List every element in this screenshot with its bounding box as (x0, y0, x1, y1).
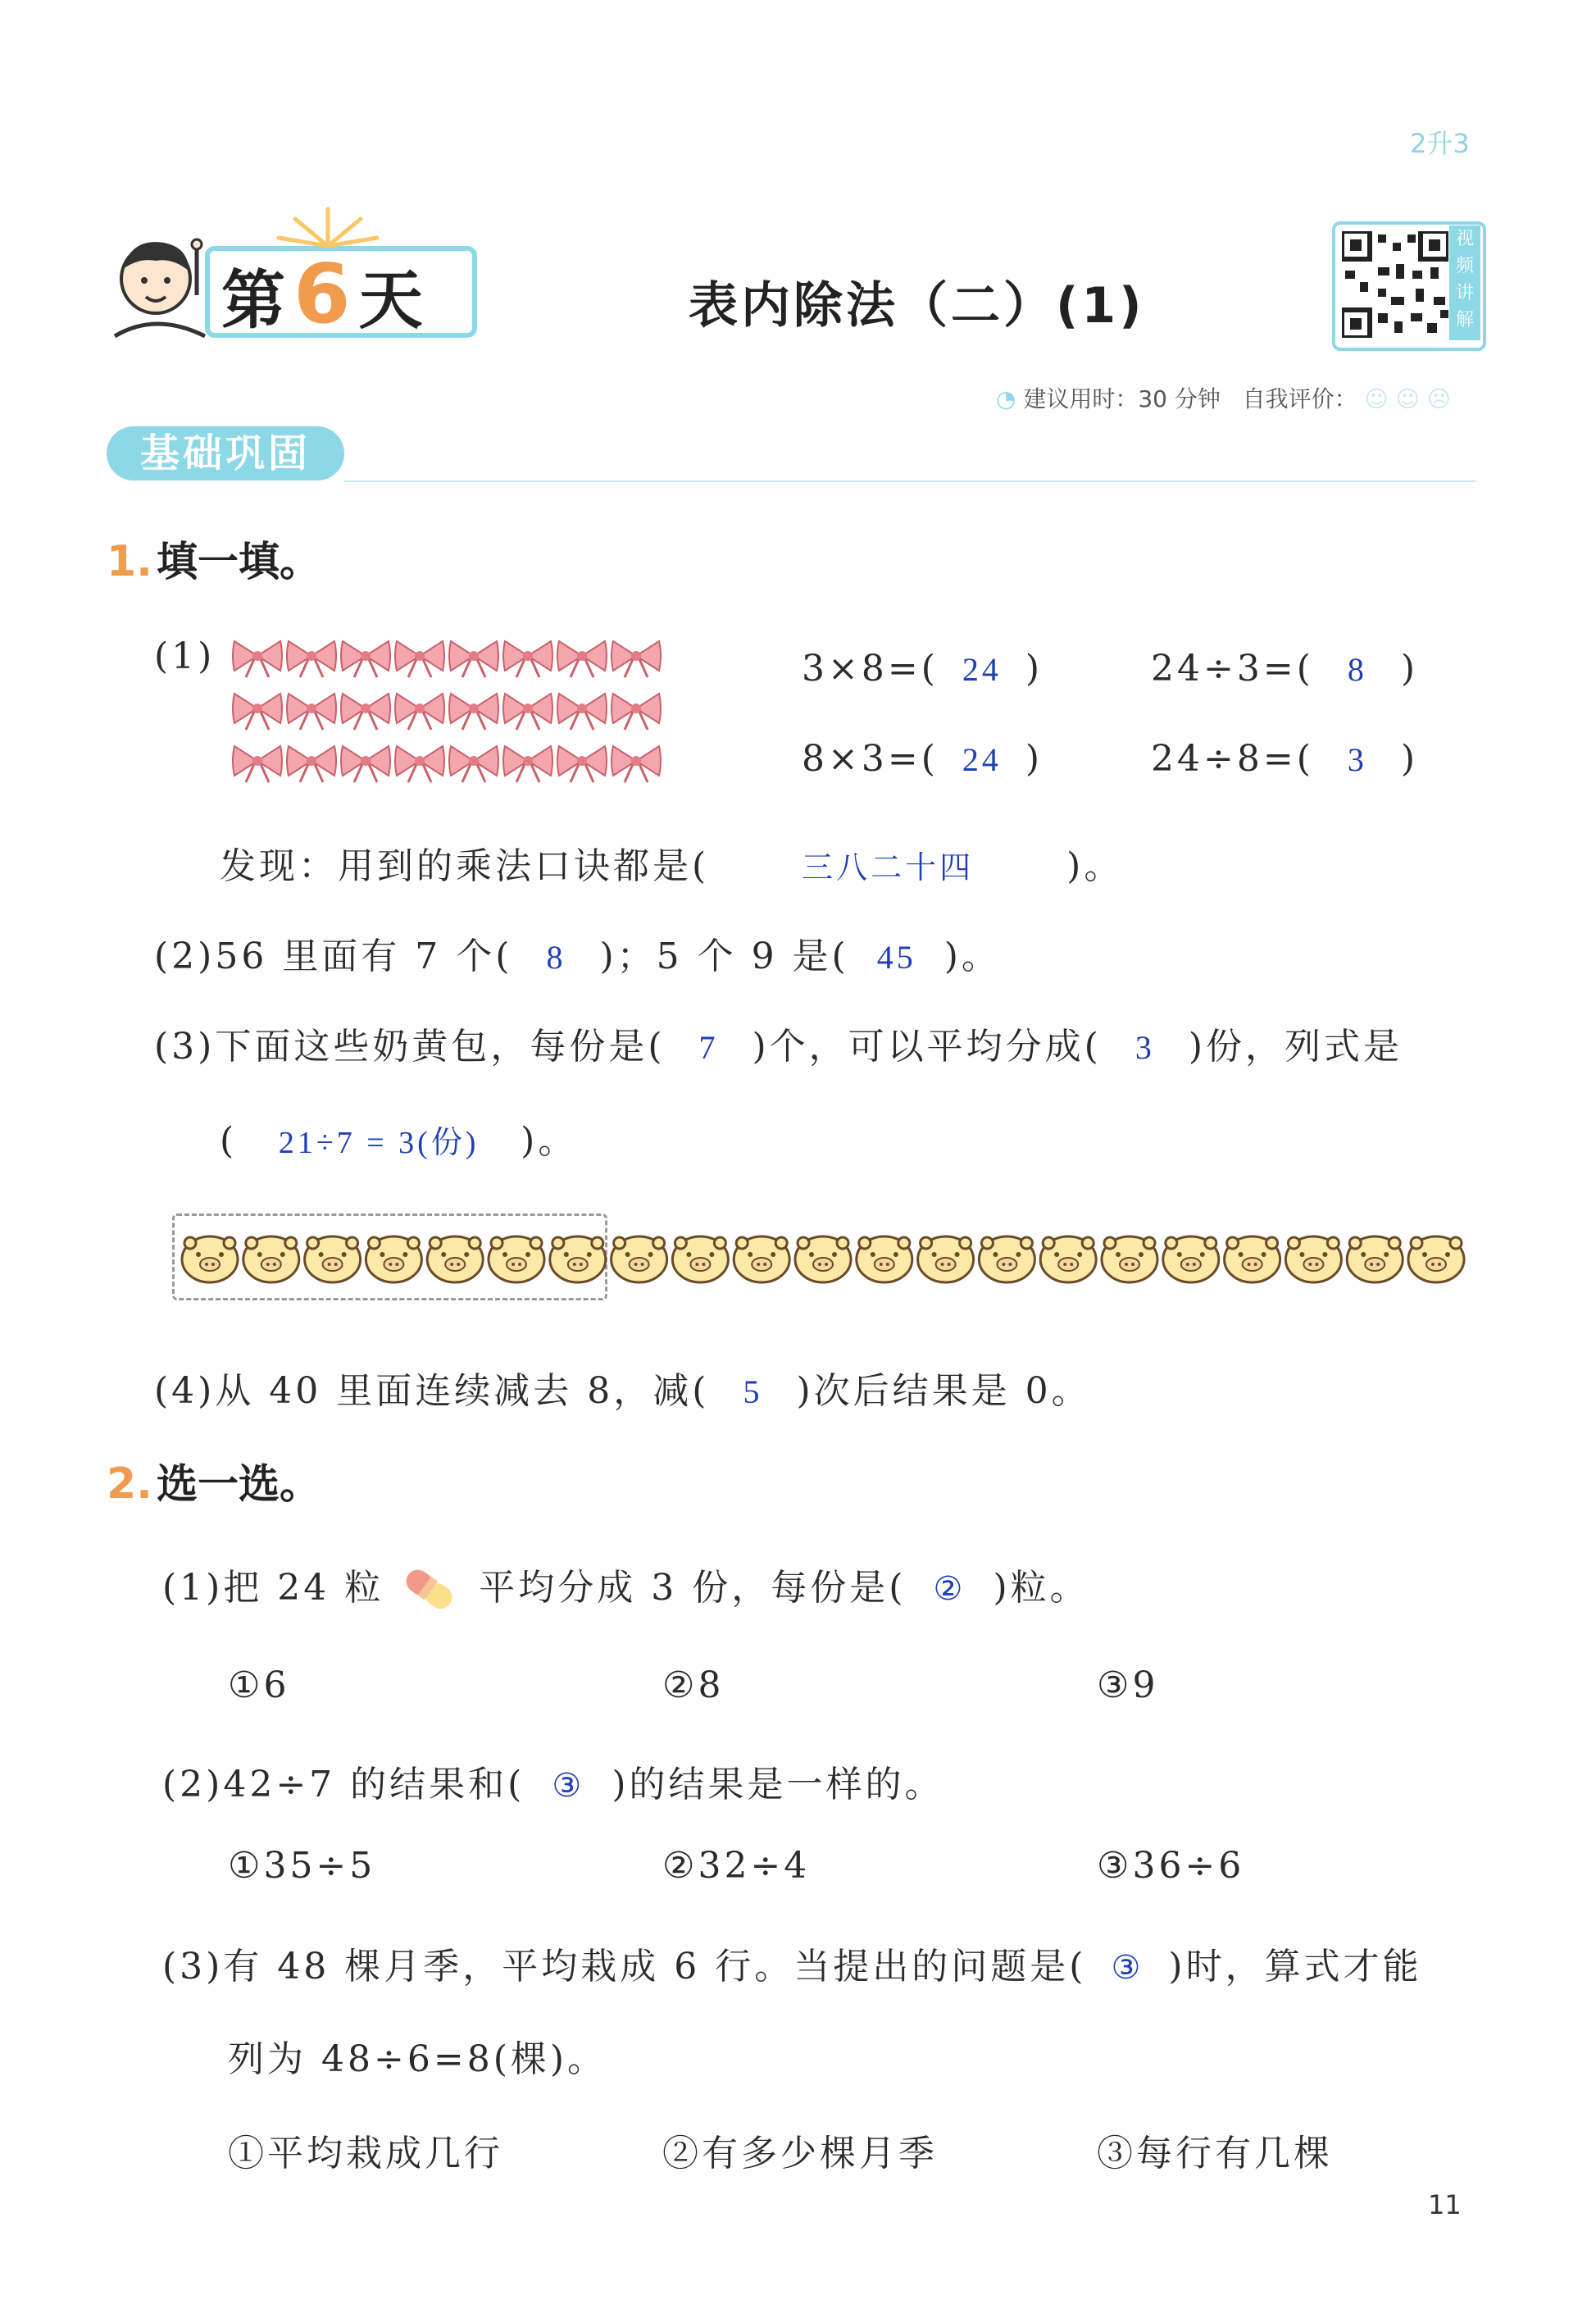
q1-p3-part-a: (3)下面这些奶黄包，每份是( (154, 1026, 666, 1068)
bow-icon (612, 746, 661, 782)
q2-p3-answer[interactable]: ③ (1111, 1949, 1144, 1986)
finding-close: )。 (1066, 845, 1124, 887)
q2-p2-option-2[interactable]: ②32÷4 (662, 1845, 811, 1887)
day-prefix: 第 (221, 264, 294, 338)
q2-heading (107, 1451, 321, 1510)
bow-icon (557, 694, 607, 730)
eq2-text: 24÷3=( (1151, 648, 1314, 690)
finding-answer[interactable]: 三八二十四 (802, 851, 975, 886)
q1-p4 (154, 1361, 1091, 1414)
q1-p3-part-b: )个，可以平均分成( (752, 1026, 1102, 1068)
bow-icon (503, 746, 552, 782)
bun-icon (795, 1236, 851, 1282)
bow-icon (557, 746, 607, 782)
bun-icon (857, 1236, 912, 1282)
q1-p4-part-a: (4)从 40 里面连续减去 8，减( (154, 1370, 710, 1412)
bow-icon (287, 746, 336, 782)
bow-icon (287, 694, 336, 730)
bow-icon (341, 694, 390, 730)
bow-icon (503, 694, 552, 730)
eq3-answer[interactable]: 24 (962, 741, 1002, 778)
day-label (221, 246, 431, 342)
bun-icon (979, 1236, 1034, 1282)
bow-icon (341, 746, 390, 782)
q2-p1-answer[interactable]: ② (933, 1570, 966, 1607)
capsule-icon (398, 1566, 464, 1615)
bow-icon (395, 746, 444, 782)
bow-grid (231, 631, 674, 787)
q1-p3-answer-2[interactable]: 3 (1134, 1029, 1155, 1066)
qr-code-icon (1342, 231, 1448, 338)
bun-icon (1225, 1236, 1280, 1282)
q1-p2 (154, 927, 1001, 979)
section-label: 基础巩固 (107, 426, 344, 480)
bun-row (179, 1230, 1474, 1287)
time-hint (996, 381, 1451, 414)
bow-icon (395, 694, 444, 730)
grade-tag: 2升3 (1410, 128, 1470, 159)
bow-icon (233, 694, 282, 730)
q2-p2-option-3[interactable]: ③36÷6 (1097, 1845, 1245, 1887)
self-eval-label: 自我评价： (1242, 385, 1357, 412)
bun-icon (734, 1236, 789, 1282)
bun-icon (918, 1236, 974, 1282)
bow-icon (233, 746, 282, 782)
bun-icon (1347, 1236, 1403, 1282)
bun-icon (1285, 1236, 1341, 1282)
q1-p2-part-b: )；5 个 9 是( (599, 936, 849, 977)
q1-heading (107, 529, 321, 588)
formula-answer[interactable]: 21÷7 = 3(份) (278, 1126, 480, 1160)
q2-p3-line-2: 列为 48÷6=8(棵)。 (228, 2038, 607, 2080)
bun-icon (427, 1236, 483, 1282)
q1-p1-finding (220, 836, 1123, 889)
smiley-good-icon[interactable]: ☺ (1364, 385, 1389, 412)
q1-eq1 (802, 648, 1043, 690)
q2-title: 选一选。 (157, 1460, 321, 1508)
bun-icon (612, 1236, 667, 1282)
bow-icon (287, 641, 336, 677)
bun-icon (1102, 1236, 1157, 1282)
q2-p3-part-b: )时，算式才能 (1168, 1946, 1422, 1988)
q1-p4-answer[interactable]: 5 (743, 1373, 763, 1410)
q1-eq2 (1151, 648, 1418, 690)
q1-p2-part-a: (2)56 里面有 7 个( (154, 936, 513, 977)
eq2-answer[interactable]: 8 (1347, 651, 1367, 688)
q2-p1-part-c: )粒。 (993, 1567, 1089, 1609)
eq3-text: 8×3=( (802, 738, 939, 780)
q1-p3-formula (220, 1111, 577, 1163)
bun-icon (305, 1236, 361, 1282)
bow-icon (395, 641, 444, 677)
eq1-answer[interactable]: 24 (962, 651, 1002, 688)
bun-icon (1163, 1236, 1219, 1282)
q2-p2-part-a: (2)42÷7 的结果和( (162, 1764, 525, 1805)
q1-p3-part-c: )份，列式是 (1188, 1026, 1403, 1068)
bow-icon (612, 694, 661, 730)
q1-p3-answer-1[interactable]: 7 (698, 1029, 719, 1066)
bun-icon (672, 1236, 728, 1282)
q2-p3 (162, 1937, 1422, 1989)
q1-number: 1. (107, 537, 152, 586)
q2-p3-option-3[interactable]: ③每行有几棵 (1097, 2133, 1333, 2174)
q1-p2-answer-2[interactable]: 45 (876, 939, 916, 976)
qr-video-label: 视频讲解 (1449, 225, 1480, 340)
mascot-boy-icon (107, 230, 213, 344)
bow-icon (233, 641, 282, 677)
q2-p2 (162, 1755, 944, 1807)
q2-p3-option-1[interactable]: ①平均栽成几行 (228, 2133, 503, 2174)
bow-icon (503, 641, 552, 677)
q2-p3-option-2[interactable]: ②有多少棵月季 (662, 2133, 938, 2174)
q1-title: 填一填。 (157, 538, 321, 585)
eq1-text: 3×8=( (802, 648, 939, 690)
q2-p2-answer[interactable]: ③ (552, 1767, 585, 1804)
q2-p3-part-a: (3)有 48 棵月季，平均栽成 6 行。当提出的问题是( (162, 1946, 1087, 1988)
q1-p2-answer-1[interactable]: 8 (546, 939, 566, 976)
bow-icon (449, 746, 498, 782)
bun-icon (182, 1236, 238, 1282)
bun-icon (243, 1236, 299, 1282)
q1-p2-part-c: )。 (944, 936, 1001, 977)
finding-text: 发现：用到的乘法口诀都是( (220, 845, 710, 887)
day-suffix: 天 (358, 264, 431, 338)
eq4-answer[interactable]: 3 (1347, 741, 1367, 778)
q2-number: 2. (107, 1459, 152, 1509)
sun-rays-icon (271, 201, 385, 250)
bow-icon (449, 694, 498, 730)
eq1-close: ) (1025, 648, 1044, 690)
eq4-close: ) (1400, 738, 1419, 780)
q1-p1-label: (1) (154, 635, 216, 677)
time-hint-text: 建议用时：30 分钟 (1023, 385, 1221, 412)
bow-icon (341, 641, 390, 677)
q2-p1 (162, 1558, 1089, 1615)
bun-icon (550, 1236, 606, 1282)
q2-p2-part-b: )的结果是一样的。 (612, 1764, 944, 1805)
q1-p4-part-b: )次后结果是 0。 (796, 1370, 1091, 1412)
bun-icon (366, 1236, 421, 1282)
q1-eq3 (802, 738, 1043, 780)
formula-close: )。 (521, 1120, 578, 1162)
bun-icon (489, 1236, 544, 1282)
q2-p1-option-2[interactable]: ②8 (662, 1664, 725, 1706)
bow-icon (557, 641, 607, 677)
eq2-close: ) (1400, 648, 1419, 690)
day-number: 6 (293, 246, 359, 342)
eq3-close: ) (1025, 738, 1044, 780)
bun-icon (1408, 1236, 1464, 1282)
q2-p1-option-3[interactable]: ③9 (1097, 1664, 1159, 1706)
eq4-text: 24÷8=( (1151, 738, 1314, 780)
smiley-ok-icon[interactable]: ☺ (1395, 385, 1420, 412)
q1-eq4 (1151, 738, 1418, 780)
q2-p1-option-1[interactable]: ①6 (228, 1664, 290, 1706)
q2-p2-option-1[interactable]: ①35÷5 (228, 1845, 376, 1887)
q1-p3 (154, 1017, 1403, 1069)
page-number: 11 (1428, 2189, 1462, 2220)
bow-icon (612, 641, 661, 677)
clock-icon: ◔ (996, 385, 1016, 412)
formula-open: ( (220, 1120, 238, 1162)
q2-p1-part-b: 平均分成 3 份，每份是( (479, 1567, 907, 1609)
smiley-bad-icon[interactable]: ☹ (1426, 385, 1451, 412)
bun-icon (1040, 1236, 1096, 1282)
bow-icon (449, 641, 498, 677)
lesson-title: 表内除法（二）(1) (689, 277, 1145, 335)
section-divider (344, 480, 1476, 482)
q2-p1-part-a: (1)把 24 粒 (162, 1567, 384, 1609)
